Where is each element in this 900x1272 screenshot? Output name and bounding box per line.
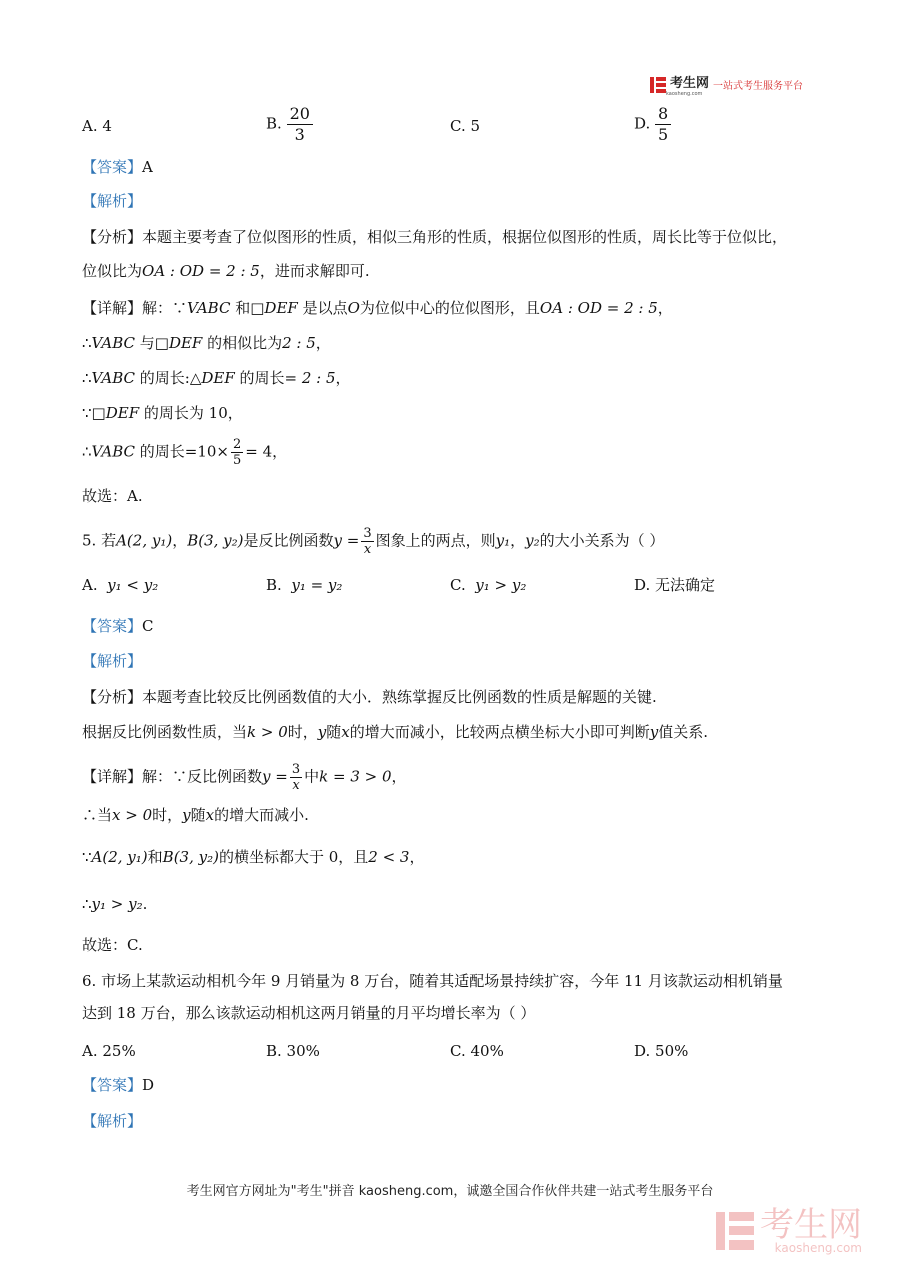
text: 是反比例函数 (243, 531, 334, 550)
math: x (341, 723, 350, 741)
math: y₁ = y₂ (291, 576, 343, 594)
text: 的增大而减小. (214, 806, 309, 824)
text: 和 (147, 848, 163, 866)
text: 的周长为 10， (139, 404, 243, 422)
math: O (347, 299, 360, 317)
q6-option-d: D. 50% (634, 1042, 689, 1060)
math: 2 : 5 (282, 334, 316, 352)
q5-detail-line1 (82, 762, 407, 793)
q5-conclusion: 故选：C. (82, 936, 143, 954)
q5-fenxi-line1 (82, 686, 657, 708)
math: △DEF (189, 369, 235, 387)
q6-option-c: C. 40% (450, 1042, 504, 1060)
math: OA : OD = 2 : 5 (142, 262, 260, 280)
text: ，进而求解即可. (259, 262, 370, 280)
text: 是以点 (297, 299, 348, 317)
frac-denominator: 3 (294, 125, 305, 144)
q5-option-a (82, 574, 158, 596)
q4-detail-line5 (82, 437, 287, 468)
text: ， (272, 442, 288, 461)
frac-numerator: 8 (655, 104, 671, 125)
answer-tag: 【答案】 (82, 617, 143, 635)
frac-numerator: 3 (363, 526, 372, 541)
q4-detail-line3 (82, 367, 351, 389)
text: 图象上的两点，则 (375, 531, 496, 550)
text: ， (409, 848, 425, 866)
text: 为位似中心的位似图形，且 (359, 299, 540, 317)
frac-denominator: x (363, 542, 372, 557)
fenxi-tag: 【分析】 (82, 688, 143, 706)
text: 的大小关系为（ ） (539, 531, 665, 550)
math: y (182, 806, 191, 824)
math: VABC (187, 299, 231, 317)
text: 的相似比为 (202, 334, 283, 352)
q6-analysis-tag (82, 1110, 142, 1132)
frac-denominator: 5 (233, 453, 242, 468)
math: y = (262, 767, 288, 786)
math: y₁ (495, 531, 511, 550)
math: VABC (91, 334, 135, 352)
text: 5. 若 (82, 531, 117, 550)
analysis-tag: 【解析】 (82, 652, 143, 670)
q5-option-c (450, 574, 526, 596)
q5-detail-line4 (82, 893, 147, 915)
q4-detail-line1 (82, 297, 673, 319)
q4-fenxi-line2 (82, 260, 370, 282)
text: ， (172, 531, 188, 550)
text: ∴ (82, 895, 92, 913)
watermark-name: 考生网 (760, 1205, 862, 1245)
q4-conclusion: 故选：A. (82, 487, 143, 505)
q5-stem (82, 526, 664, 557)
q4-analysis-tag (82, 190, 142, 212)
fraction (361, 526, 373, 557)
footer-text: 考生网官方网址为"考生"拼音 kaosheng.com，诚邀全国合作伙伴共建一站式考生服务平台 (186, 1184, 714, 1199)
analysis-tag: 【解析】 (82, 1112, 143, 1130)
answer-tag: 【答案】 (82, 158, 143, 176)
math: VABC (91, 442, 135, 461)
q5-answer (82, 615, 154, 637)
math: y (649, 723, 659, 741)
logo-name: 考生网 (670, 76, 710, 91)
frac-numerator: 3 (291, 762, 301, 777)
q4-option-d-fraction (655, 104, 671, 145)
math: y = (333, 531, 360, 550)
math: y₁ < y₂ (107, 576, 159, 594)
answer-value: D (142, 1076, 155, 1094)
q5-option-b (266, 574, 342, 596)
text: ∴ (82, 442, 92, 461)
frac-numerator: 2 (233, 437, 242, 452)
math: y₁ > y₂ (91, 895, 143, 913)
q6-option-a: A. 25% (82, 1042, 136, 1060)
text: . (142, 895, 148, 913)
logo-domain: kaosheng.com (666, 91, 703, 97)
math: y₁ > y₂ (475, 576, 527, 594)
q5-fenxi-line2 (82, 721, 708, 743)
q5-detail-line3 (82, 846, 425, 868)
q5-option-d: D. 无法确定 (634, 576, 716, 594)
text: ， (391, 767, 407, 786)
math: 2 < 3 (368, 848, 410, 866)
q4-answer (82, 156, 153, 178)
math: □DEF (91, 404, 140, 422)
logo-mark-icon (650, 77, 666, 93)
fraction (290, 762, 302, 793)
fraction (231, 437, 243, 468)
math: OA : OD = 2 : 5 (539, 299, 658, 317)
fenxi-tag: 【分析】 (82, 228, 143, 246)
text: ， (510, 531, 526, 550)
watermark-domain: kaosheng.com (774, 1241, 862, 1255)
fenxi-text: 本题考查比较反比例函数值的大小．熟练掌握反比例函数的性质是解题的关键. (142, 688, 657, 706)
xiangjie-tag: 【详解】 (82, 299, 143, 317)
q4-option-b-fraction (287, 104, 313, 145)
math: = 4 (245, 442, 273, 461)
text: 的周长: (134, 369, 190, 387)
text: ， (335, 369, 351, 387)
math: □DEF (154, 334, 203, 352)
header-logo (650, 72, 803, 97)
text: 时， (287, 723, 318, 741)
text: 位似比为 (82, 262, 143, 280)
text: ∴ (82, 369, 92, 387)
frac-denominator: 5 (658, 125, 669, 144)
watermark-mark-icon (716, 1212, 754, 1250)
math: A(2, y₁) (116, 531, 173, 550)
q4-option-b (266, 104, 313, 145)
math: VABC (91, 369, 135, 387)
text: 的周长 (234, 369, 285, 387)
text: 解：∵反比例函数 (142, 767, 263, 786)
text: 随 (190, 806, 206, 824)
math: = 2 : 5 (284, 369, 336, 387)
watermark-logo (716, 1205, 862, 1255)
answer-value: C (142, 617, 154, 635)
q4-option-d-label: D. (634, 114, 651, 133)
math: x > 0 (112, 806, 153, 824)
text: 与 (134, 334, 155, 352)
text: 的周长 (134, 442, 185, 461)
text: 根据反比例函数性质，当 (82, 723, 248, 741)
q4-option-a: A. 4 (82, 117, 112, 135)
q5-analysis-tag (82, 650, 142, 672)
q4-option-c: C. 5 (450, 117, 481, 135)
text: ∵ (82, 404, 92, 422)
math: y₂ (525, 531, 540, 550)
option-label: C. (450, 576, 466, 594)
text: 随 (326, 723, 342, 741)
frac-denominator: x (292, 778, 300, 793)
logo-slogan: 一站式考生服务平台 (713, 81, 804, 92)
q6-stem-line1: 6. 市场上某款运动相机今年 9 月销量为 8 万台，随着其适配场景持续扩容，今年 11 月该款运动相机销量 (82, 972, 783, 990)
answer-value: A (142, 158, 153, 176)
text: 中 (304, 767, 320, 786)
frac-numerator: 20 (287, 104, 313, 125)
math: k = 3 > 0 (319, 767, 392, 786)
text: 的增大而减小，比较两点横坐标大小即可判断 (349, 723, 650, 741)
analysis-tag: 【解析】 (82, 192, 143, 210)
text: 解：∵ (142, 299, 188, 317)
q4-option-d (634, 104, 671, 145)
text: 和 (230, 299, 251, 317)
math: □DEF (250, 299, 298, 317)
q6-stem-line2: 达到 18 万台，那么该款运动相机这两月销量的月平均增长率为（ ） (82, 1004, 536, 1022)
q4-detail-line4 (82, 402, 243, 424)
math: A(2, y₁) (91, 848, 148, 866)
xiangjie-tag: 【详解】 (82, 767, 143, 786)
answer-tag: 【答案】 (82, 1076, 143, 1094)
text: ∴ (82, 334, 92, 352)
q4-fenxi-line1 (82, 226, 787, 248)
option-label: B. (266, 576, 282, 594)
math: B(3, y₂) (187, 531, 244, 550)
math: =10× (184, 442, 229, 461)
text: 的横坐标都大于 0，且 (218, 848, 369, 866)
q6-answer (82, 1074, 154, 1096)
math: x (205, 806, 215, 824)
text: 时， (152, 806, 183, 824)
q5-detail-line2 (82, 804, 309, 826)
fenxi-text: 本题主要考查了位似图形的性质，相似三角形的性质，根据位似图形的性质，周长比等于位似比， (142, 228, 788, 246)
text: ∵ (82, 848, 92, 866)
option-label: A. (82, 576, 98, 594)
q4-detail-line2 (82, 332, 331, 354)
text: ∴当 (82, 806, 113, 824)
math: k > 0 (247, 723, 288, 741)
q6-option-b: B. 30% (266, 1042, 320, 1060)
math: B(3, y₂) (162, 848, 219, 866)
q4-option-b-label: B. (266, 114, 282, 133)
text: ， (657, 299, 673, 317)
math: y (317, 723, 327, 741)
text: ， (315, 334, 331, 352)
text: 值关系. (658, 723, 709, 741)
